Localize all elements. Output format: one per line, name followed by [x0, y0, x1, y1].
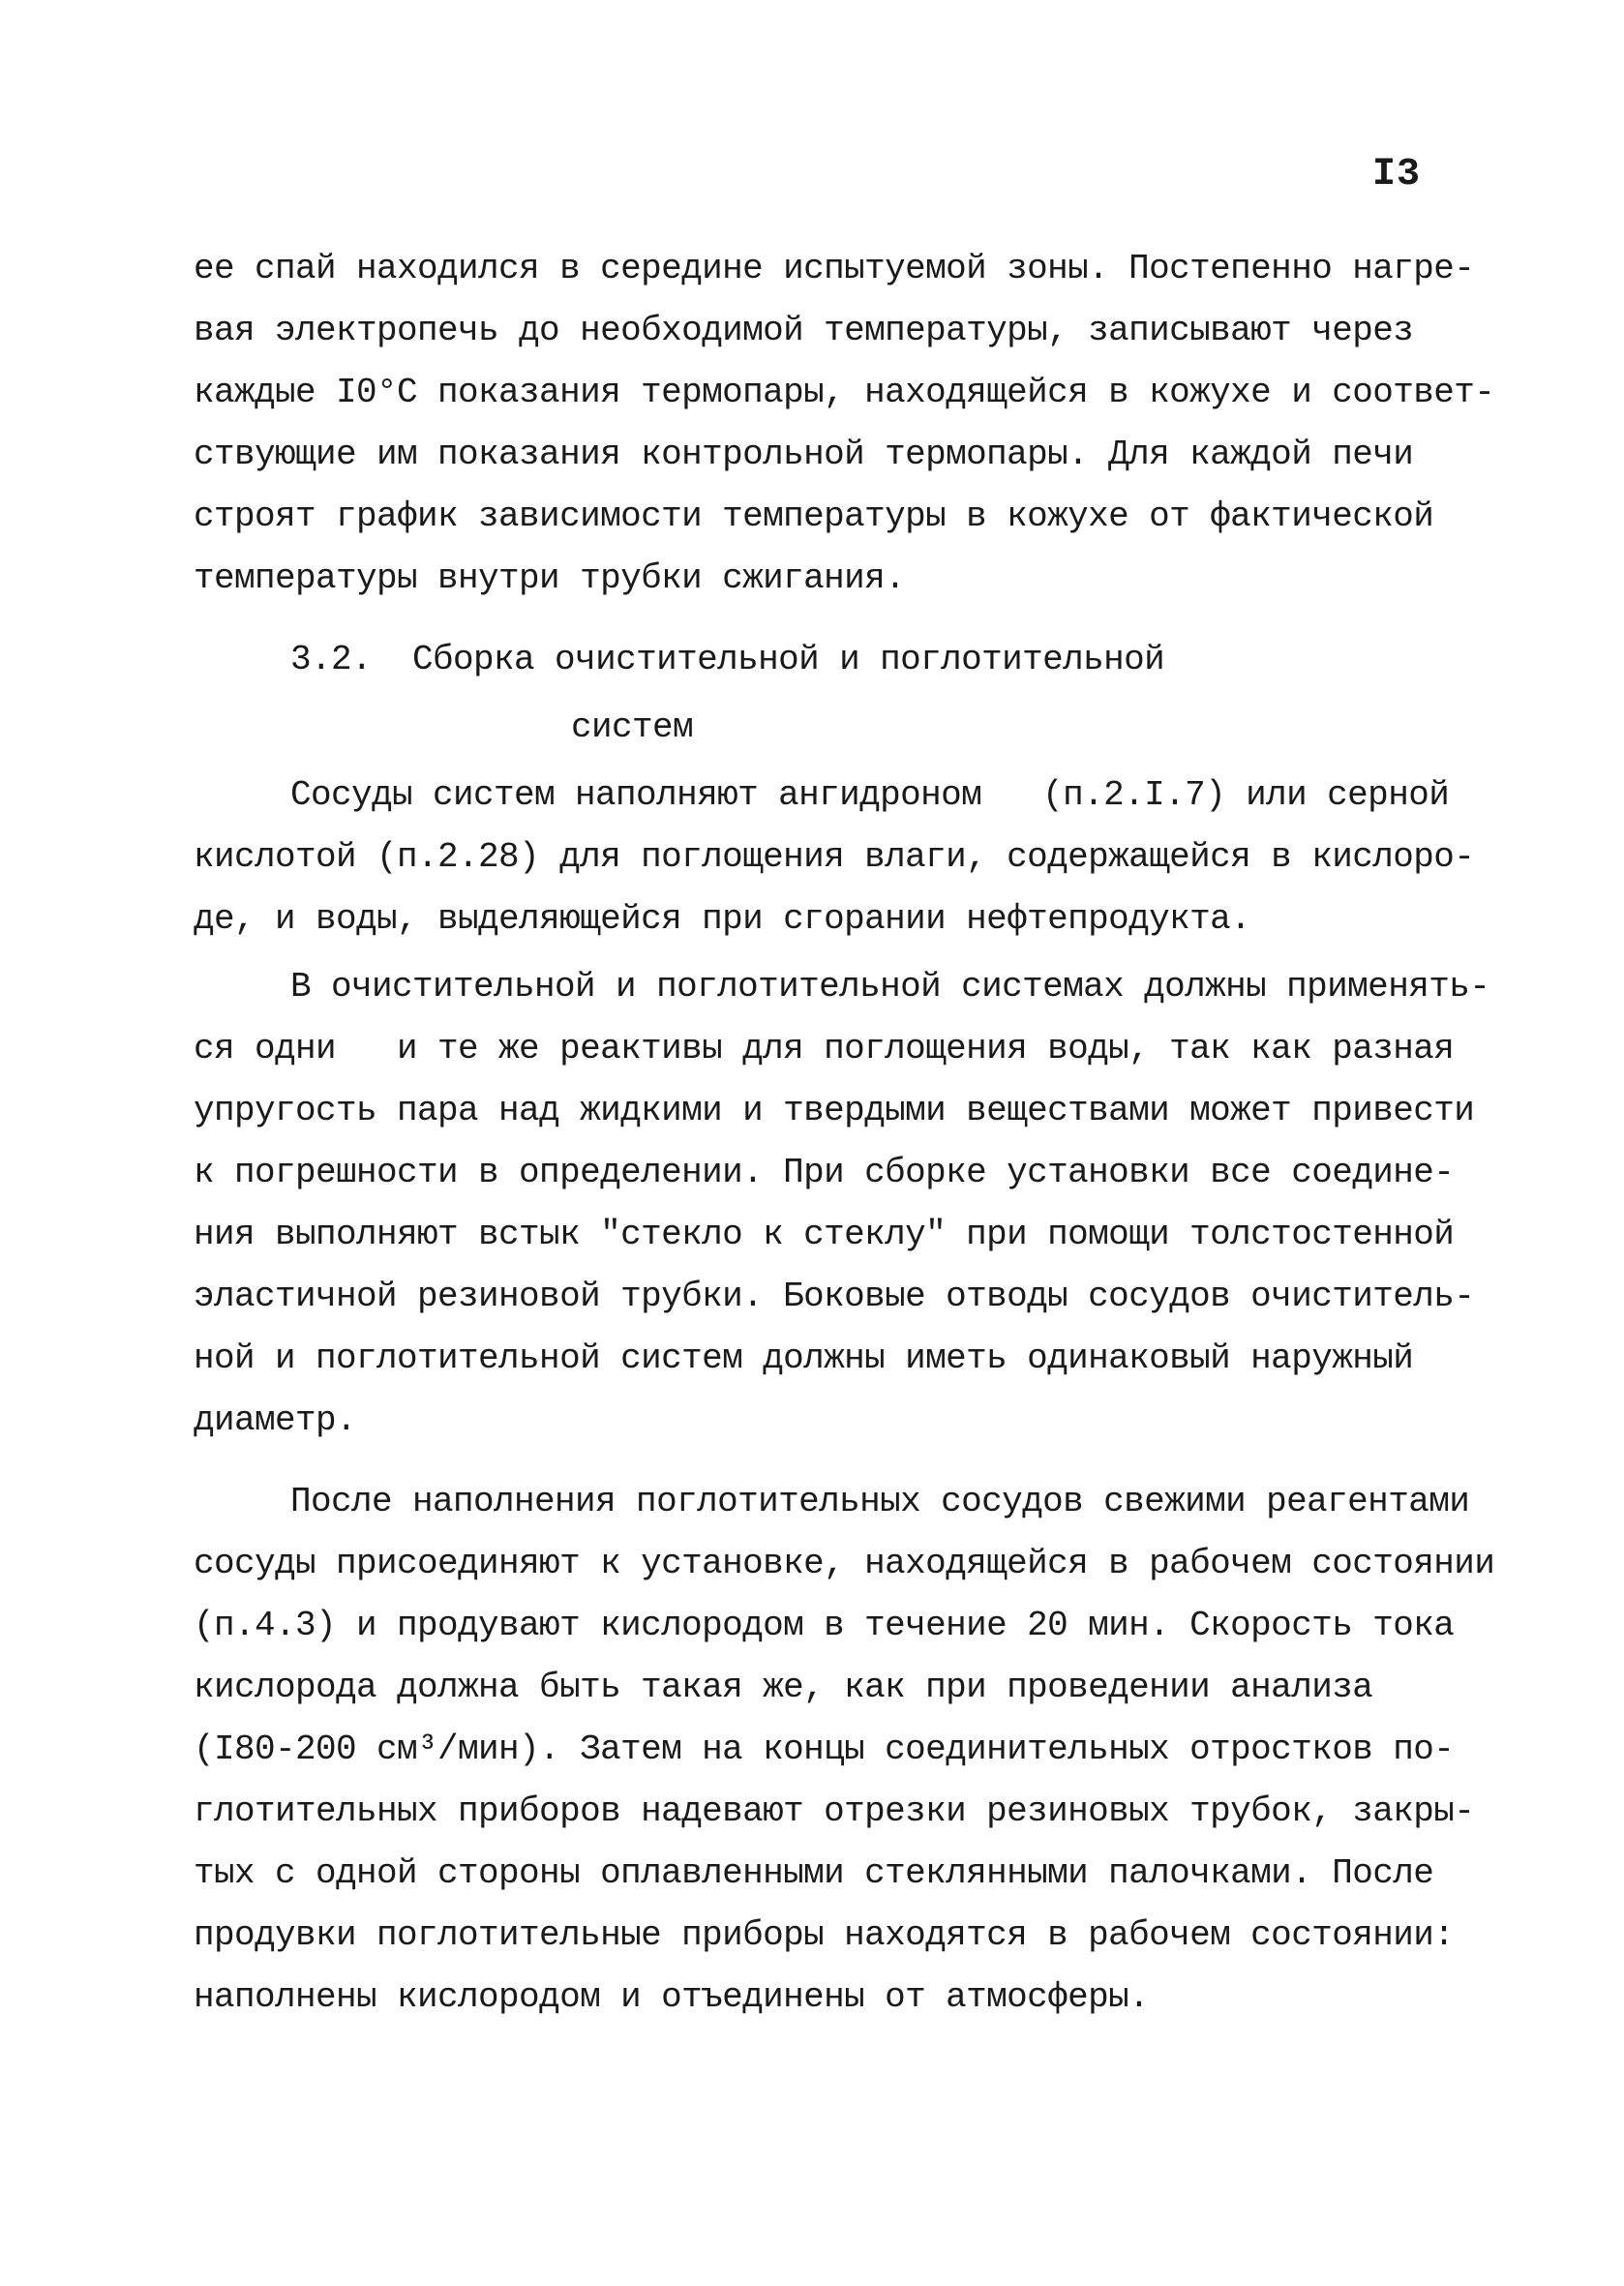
text-line: де, и воды, выделяющейся при сгорании нефтепродукта.	[194, 899, 1251, 939]
text-line: диаметр.	[194, 1400, 357, 1440]
page-number: I3	[1372, 153, 1422, 196]
text-line: наполнены кислородом и отъединены от атмосферы.	[194, 1977, 1150, 2017]
text-line: температуры внутри трубки сжигания.	[194, 558, 906, 598]
text-line: упругость пара над жидкими и твердыми веществами может привести	[194, 1091, 1475, 1130]
text-line: кислорода должна быть такая же, как при проведении анализа	[194, 1668, 1373, 1707]
text-line: (I80-200 см³/мин). Затем на концы соединительных отростков по-	[194, 1730, 1455, 1769]
text-line: ной и поглотительной систем должны иметь одинаковый наружный	[194, 1339, 1414, 1378]
text-line: к погрешности в определении. При сборке установки все соедине-	[194, 1153, 1455, 1192]
section-number: 3.2.	[290, 640, 373, 679]
text-line: вая электропечь до необходимой температуры, записывают через	[194, 311, 1414, 350]
text-line: ния выполняют встык "стекло к стеклу" при помощи толстостенной	[194, 1215, 1455, 1254]
section-heading	[290, 641, 1164, 679]
text-line: ее спай находился в середине испытуемой зоны. Постепенно нагре-	[194, 249, 1475, 288]
text-line: (п.4.3) и продувают кислородом в течение 20 мин. Скорость тока	[194, 1606, 1455, 1645]
text-line: строят график зависимости температуры в кожухе от фактической	[194, 496, 1434, 536]
text-line: эластичной резиновой трубки. Боковые отводы сосудов очиститель-	[194, 1277, 1475, 1316]
section-title-continued: систем	[571, 707, 694, 747]
text-line: ся одни и те же реактивы для поглощения воды, так как разная	[194, 1029, 1455, 1068]
section-title: Сборка очистительной и поглотительной	[412, 640, 1165, 679]
paragraph-first-line: В очистительной и поглотительной системах должны применять-	[290, 967, 1490, 1007]
text-line: тых с одной стороны оплавленными стеклянными палочками. После	[194, 1853, 1434, 1893]
text-line: продувки поглотительные приборы находятся в рабочем состоянии:	[194, 1915, 1455, 1955]
paragraph-first-line: После наполнения поглотительных сосудов свежими реагентами	[290, 1482, 1470, 1521]
text-line: глотительных приборов надевают отрезки резиновых трубок, закры-	[194, 1791, 1475, 1831]
text-line: кислотой (п.2.28) для поглощения влаги, содержащейся в кислоро-	[194, 837, 1475, 877]
paragraph-first-line: Сосуды систем наполняют ангидроном (п.2.I.7) или серной	[290, 775, 1450, 815]
text-line: ствующие им показания контрольной термопары. Для каждой печи	[194, 435, 1414, 474]
text-line: сосуды присоединяют к установке, находящейся в рабочем состоянии	[194, 1544, 1495, 1583]
text-line: каждые I0°C показания термопары, находящейся в кожухе и соответ-	[194, 373, 1495, 412]
